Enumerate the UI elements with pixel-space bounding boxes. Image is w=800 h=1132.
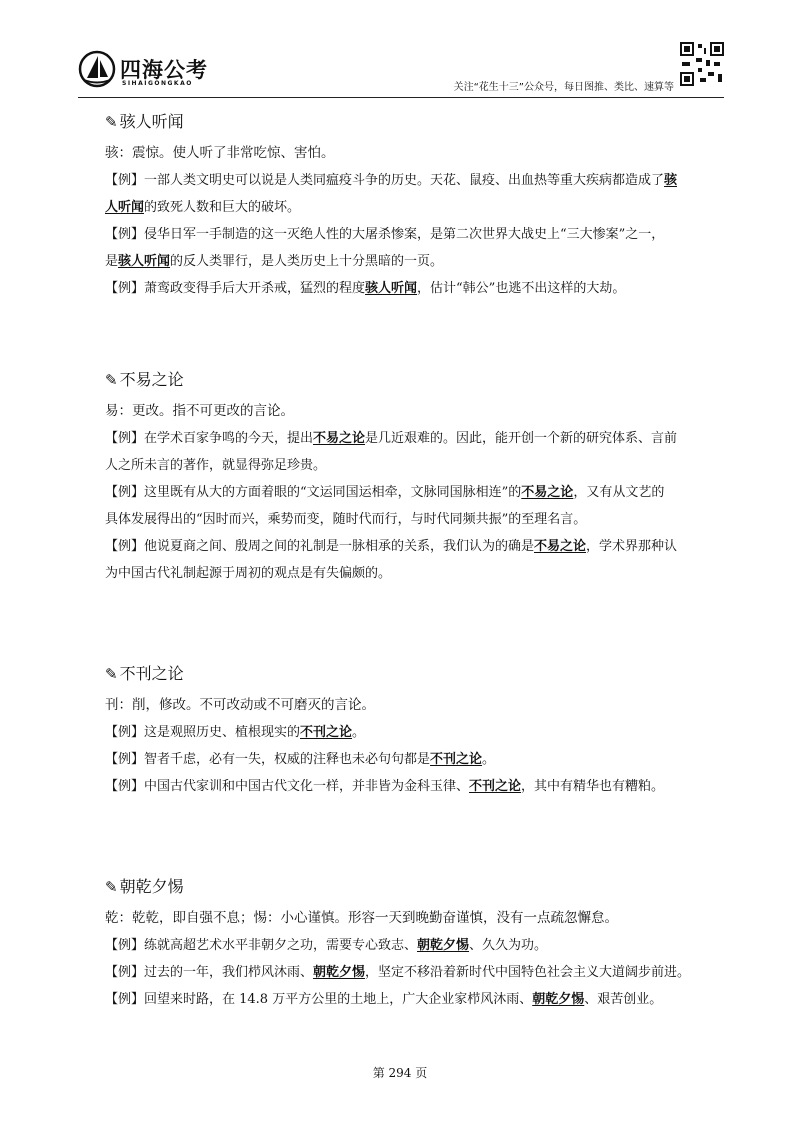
idiom-highlight: 人听闻 <box>105 200 145 215</box>
example-text: ，其中有精华也有糟粕。 <box>521 779 665 794</box>
header-slogan: 关注“花生十三”公众号，每日图推、类比、速算等 <box>453 82 674 93</box>
idiom-highlight: 骇 <box>664 173 678 188</box>
idiom-title-text: 不易之论 <box>119 370 184 389</box>
example-line <box>105 425 715 452</box>
sailboat-logo-icon <box>78 50 116 88</box>
example-text: 、艰苦创业。 <box>584 992 663 1007</box>
example-paragraph <box>105 275 715 302</box>
pencil-icon: ✎ <box>105 371 118 389</box>
example-line <box>105 479 715 506</box>
idiom-section <box>105 875 715 1013</box>
idiom-highlight: 朝乾夕惕 <box>313 965 366 980</box>
example-text: 【例】过去的一年，我们栉风沐雨、 <box>105 965 314 980</box>
idiom-highlight: 不易之论 <box>313 431 366 446</box>
idiom-section <box>105 662 715 800</box>
example-text: 【例】在学术百家争鸣的今天，提出 <box>105 431 314 446</box>
example-line <box>105 221 715 248</box>
example-text: 【例】中国古代家训和中国古代文化一样，并非皆为金科玉律、 <box>105 779 470 794</box>
example-text: 。 <box>482 752 496 767</box>
idiom-title <box>105 110 715 134</box>
example-paragraph <box>105 986 715 1013</box>
idiom-title-text: 朝乾夕惕 <box>119 877 184 896</box>
example-line <box>105 746 715 773</box>
pencil-icon: ✎ <box>105 878 118 896</box>
example-text: 具体发展得出的“因时而兴，乘势而变，随时代而行，与时代同频共振”的至理名言。 <box>105 512 587 527</box>
idiom-definition: 刊：削，修改。不可改动或不可磨灭的言论。 <box>105 697 375 713</box>
example-text: 是几近艰难的。因此，能开创一个新的研究体系、言前 <box>365 431 678 446</box>
example-text: 【例】练就高超艺术水平非朝夕之功，需要专心致志、 <box>105 938 418 953</box>
qr-code-icon <box>680 42 724 86</box>
example-line <box>105 167 715 194</box>
idiom-title <box>105 875 715 899</box>
example-text: ，坚定不移沿着新时代中国特色社会主义大道阔步前进。 <box>365 965 691 980</box>
idiom-definition: 骇：震惊。使人听了非常吃惊、害怕。 <box>105 145 335 161</box>
example-line <box>105 560 715 587</box>
idiom-definition: 易：更改。指不可更改的言论。 <box>105 403 294 419</box>
example-text: 人之所未言的著作，就显得弥足珍贵。 <box>105 458 327 473</box>
example-text: 【例】这里既有从大的方面着眼的“文运同国运相牵，文脉同国脉相连”的 <box>105 485 522 500</box>
example-paragraph <box>105 533 715 587</box>
example-text: ，又有从文艺的 <box>573 485 665 500</box>
example-line <box>105 248 715 275</box>
example-text: 为中国古代礼制起源于周初的观点是有失偏颇的。 <box>105 566 392 581</box>
example-text: 【例】回望来时路，在 14.8 万平方公里的土地上，广大企业家栉风沐雨、 <box>105 992 533 1007</box>
idiom-title-text: 骇人听闻 <box>119 112 184 131</box>
example-line <box>105 506 715 533</box>
idiom-highlight: 不刊之论 <box>430 752 483 767</box>
example-line <box>105 275 715 302</box>
example-line <box>105 719 715 746</box>
example-line <box>105 194 715 221</box>
example-text: 【例】这是观照历史、植根现实的 <box>105 725 301 740</box>
idiom-title <box>105 662 715 686</box>
pencil-icon: ✎ <box>105 113 118 131</box>
example-paragraph <box>105 746 715 773</box>
idiom-highlight: 骇人听闻 <box>365 281 418 296</box>
example-paragraph <box>105 167 715 221</box>
example-text: 【例】他说夏商之间、殷周之间的礼制是一脉相承的关系，我们认为的确是 <box>105 539 535 554</box>
brand-name: 四海公考 <box>120 58 208 82</box>
example-paragraph <box>105 425 715 479</box>
idiom-highlight: 不易之论 <box>521 485 574 500</box>
idiom-definition: 乾：乾乾，即自强不息；惕：小心谨慎。形容一天到晚勤奋谨慎，没有一点疏忽懈怠。 <box>105 910 618 926</box>
brand-name-latin: SIHAIGONGKAO <box>122 80 193 87</box>
idiom-highlight: 不易之论 <box>534 539 587 554</box>
idiom-highlight: 朝乾夕惕 <box>532 992 585 1007</box>
example-text: 的致死人数和巨大的破坏。 <box>144 200 301 215</box>
example-text: 【例】萧鸾政变得手后大开杀戒，猛烈的程度 <box>105 281 366 296</box>
idiom-title <box>105 368 715 392</box>
example-paragraph <box>105 221 715 275</box>
example-text: 【例】一部人类文明史可以说是人类同瘟疫斗争的历史。天花、鼠疫、出血热等重大疾病都造成了 <box>105 173 665 188</box>
example-paragraph <box>105 479 715 533</box>
idiom-highlight: 朝乾夕惕 <box>417 938 470 953</box>
example-text: ，学术界那种认 <box>586 539 678 554</box>
example-paragraph <box>105 959 715 986</box>
example-text: 是 <box>105 254 119 269</box>
idiom-highlight: 不刊之论 <box>300 725 353 740</box>
example-text: 【例】侵华日军一手制造的这一灭绝人性的大屠杀惨案，是第二次世界大战史上“三大惨案”之一， <box>105 227 665 242</box>
idiom-title-text: 不刊之论 <box>119 664 184 683</box>
pencil-icon: ✎ <box>105 665 118 683</box>
idiom-highlight: 骇人听闻 <box>118 254 171 269</box>
example-text: 。 <box>352 725 366 740</box>
example-line <box>105 452 715 479</box>
page-header <box>78 40 724 98</box>
example-text: 、久久为功。 <box>469 938 548 953</box>
example-paragraph <box>105 719 715 746</box>
idiom-highlight: 不刊之论 <box>469 779 522 794</box>
example-text: ，估计“韩公”也逃不出这样的大劫。 <box>417 281 626 296</box>
idiom-section <box>105 368 715 587</box>
example-line <box>105 986 715 1013</box>
page-number: 第 294 页 <box>372 1066 428 1080</box>
example-paragraph <box>105 932 715 959</box>
example-line <box>105 773 715 800</box>
header-divider <box>78 97 724 98</box>
example-text: 【例】智者千虑，必有一失，权威的注释也未必句句都是 <box>105 752 431 767</box>
example-line <box>105 959 715 986</box>
example-line <box>105 533 715 560</box>
example-paragraph <box>105 773 715 800</box>
example-line <box>105 932 715 959</box>
idiom-section <box>105 110 715 302</box>
example-text: 的反人类罪行，是人类历史上十分黑暗的一页。 <box>170 254 444 269</box>
